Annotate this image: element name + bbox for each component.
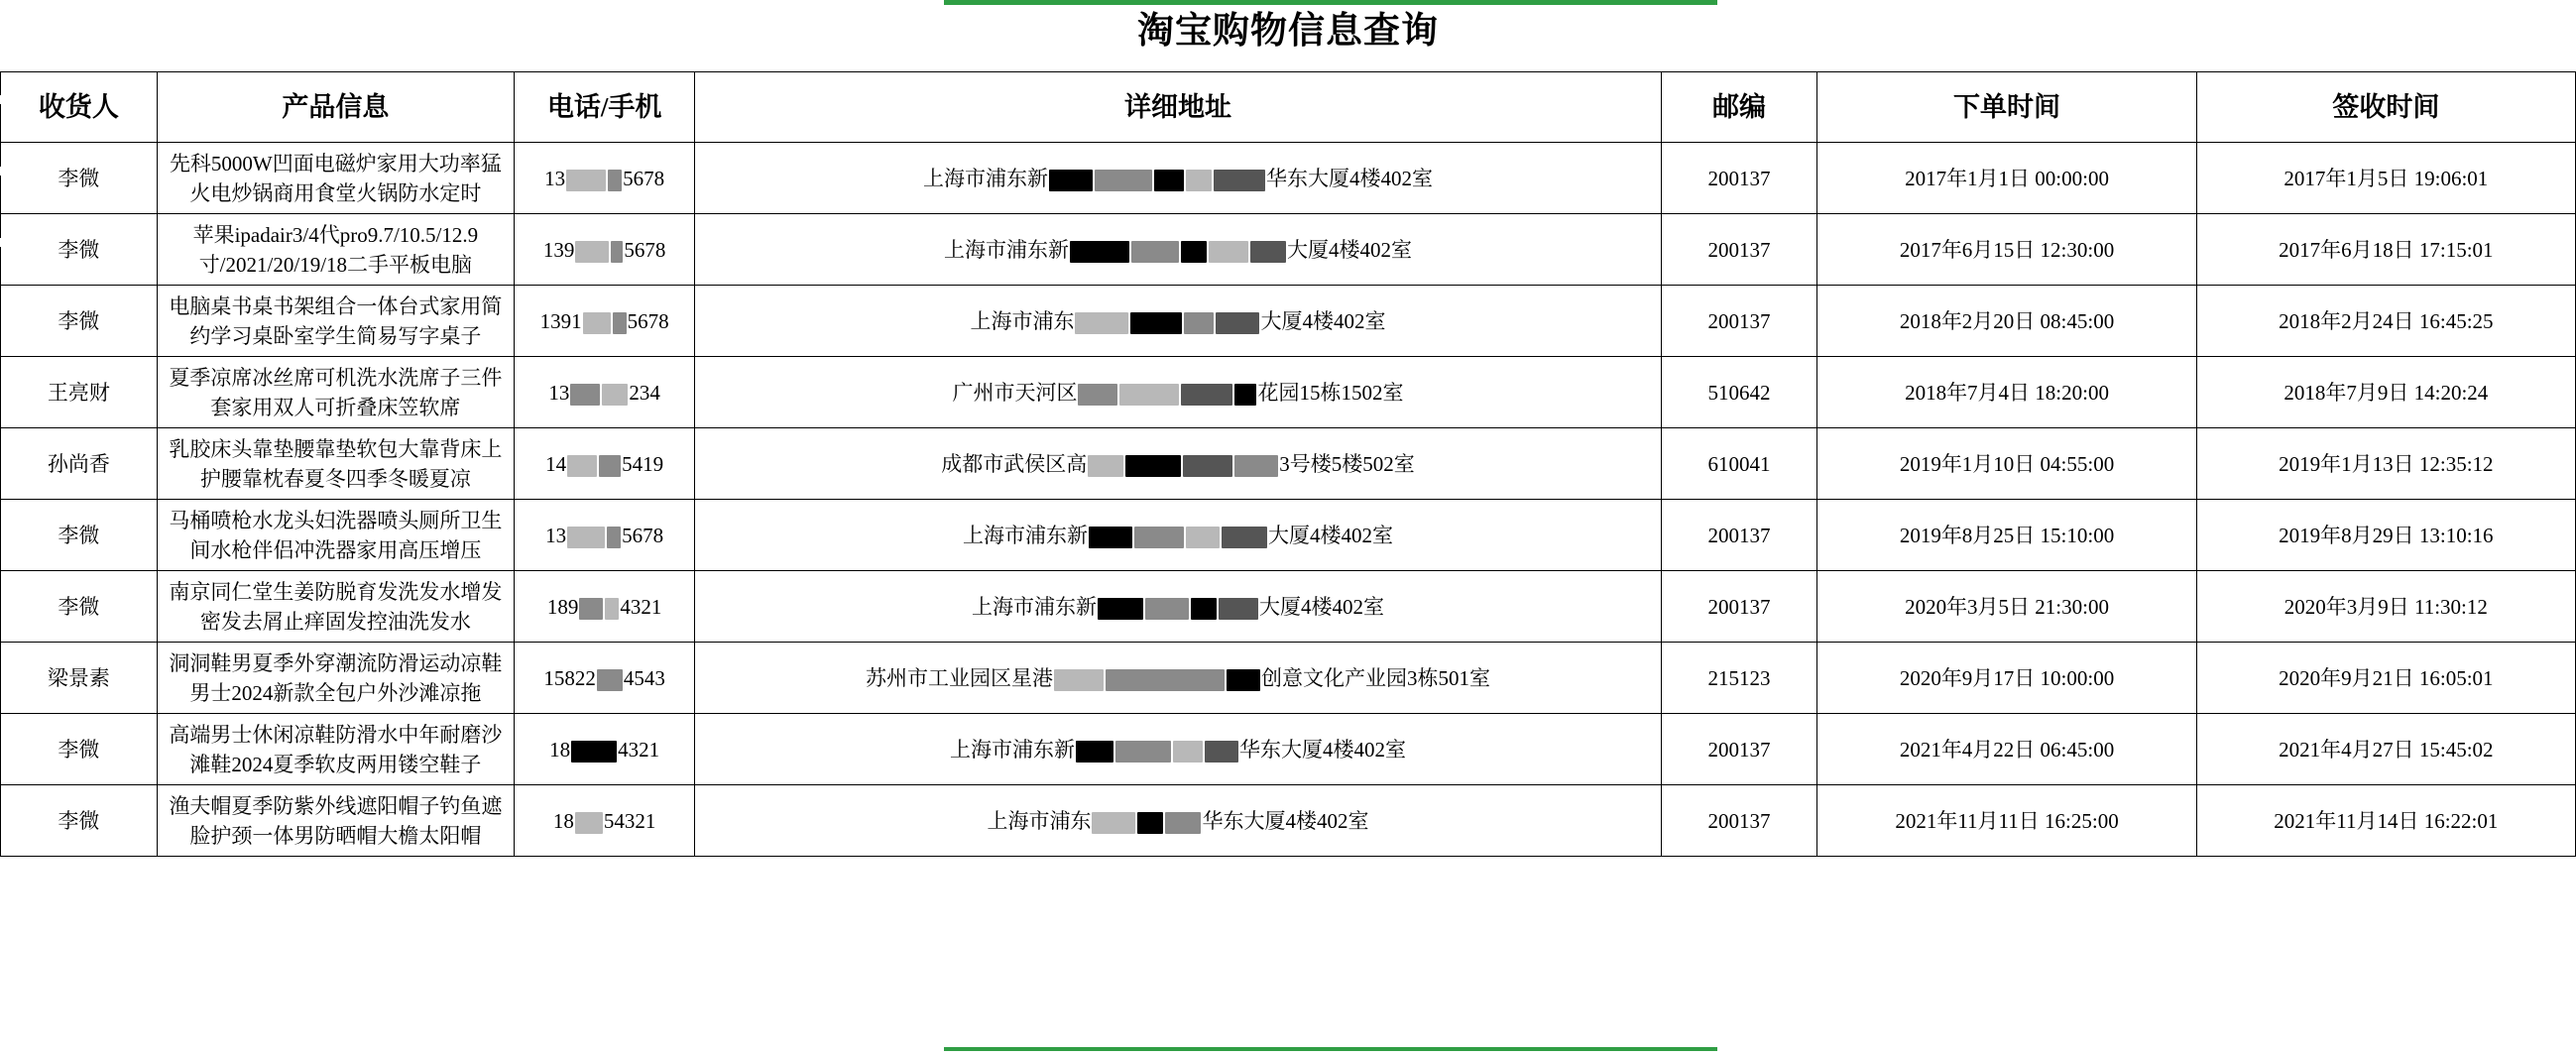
address-suffix: 大厦4楼402室 (1267, 523, 1393, 547)
redaction-block (1234, 455, 1278, 477)
cell-order-time: 2018年2月20日 08:45:00 (1817, 286, 2196, 357)
redaction-block (1125, 455, 1181, 477)
table-body (1, 143, 2576, 857)
redaction-block (571, 741, 617, 763)
address-prefix: 上海市浦东新 (943, 237, 1069, 262)
cell-phone (514, 500, 695, 571)
cell-zip: 200137 (1661, 143, 1817, 214)
phone-suffix: 234 (629, 380, 660, 405)
address-prefix: 成都市武侯区高 (941, 451, 1088, 476)
cell-zip: 200137 (1661, 571, 1817, 643)
cell-product: 夏季凉席冰丝席可机洗水洗席子三件套家用双人可折叠床笠软席 (157, 357, 514, 428)
cell-address (695, 500, 1661, 571)
cell-phone (514, 214, 695, 286)
cell-phone (514, 643, 695, 714)
cell-recipient: 李微 (1, 785, 158, 857)
redaction-block (597, 669, 623, 691)
redaction-block (583, 312, 611, 334)
cell-order-time: 2021年4月22日 06:45:00 (1817, 714, 2196, 785)
top-accent-bar (944, 0, 1717, 5)
redaction-block (566, 170, 606, 191)
cell-phone (514, 785, 695, 857)
cell-order-time: 2019年8月25日 15:10:00 (1817, 500, 2196, 571)
cell-product: 南京同仁堂生姜防脱育发洗发水增发密发去屑止痒固发控油洗发水 (157, 571, 514, 643)
redaction-block (1222, 527, 1267, 548)
address-prefix: 上海市浦东新 (962, 523, 1088, 547)
cell-phone (514, 714, 695, 785)
column-header-order-time: 下单时间 (1817, 72, 2196, 143)
cell-sign-time: 2017年1月5日 19:06:01 (2196, 143, 2575, 214)
cell-sign-time: 2020年9月21日 16:05:01 (2196, 643, 2575, 714)
address-prefix: 上海市浦东新 (971, 594, 1097, 619)
address-suffix: 华东大厦4楼402室 (1202, 808, 1369, 833)
column-header-product: 产品信息 (157, 72, 514, 143)
cell-recipient: 王亮财 (1, 357, 158, 428)
redaction-block (1131, 241, 1179, 263)
phone-prefix: 14 (545, 451, 567, 476)
redaction-block (1209, 241, 1248, 263)
redaction-block (1088, 455, 1123, 477)
cell-address (695, 571, 1661, 643)
redaction-block (607, 527, 621, 548)
redaction-block (1216, 312, 1259, 334)
cell-order-time: 2017年6月15日 12:30:00 (1817, 214, 2196, 286)
cell-sign-time: 2018年2月24日 16:45:25 (2196, 286, 2575, 357)
table-row (1, 357, 2576, 428)
table-row (1, 214, 2576, 286)
address-prefix: 苏州市工业园区星港 (865, 665, 1053, 690)
cell-order-time: 2018年7月4日 18:20:00 (1817, 357, 2196, 428)
cell-sign-time: 2019年1月13日 12:35:12 (2196, 428, 2575, 500)
cell-zip: 200137 (1661, 785, 1817, 857)
redaction-block (613, 312, 627, 334)
column-header-address: 详细地址 (695, 72, 1661, 143)
table-row (1, 643, 2576, 714)
cell-zip: 610041 (1661, 428, 1817, 500)
column-header-sign-time: 签收时间 (2196, 72, 2575, 143)
address-suffix: 华东大厦4楼402室 (1265, 166, 1433, 190)
cell-address (695, 143, 1661, 214)
cell-phone (514, 357, 695, 428)
redaction-block (611, 241, 623, 263)
redaction-block (1214, 170, 1265, 191)
redaction-block (575, 812, 603, 834)
cell-product: 渔夫帽夏季防紫外线遮阳帽子钓鱼遮脸护颈一体男防晒帽大檐太阳帽 (157, 785, 514, 857)
cell-order-time: 2019年1月10日 04:55:00 (1817, 428, 2196, 500)
redaction-block (1078, 384, 1117, 406)
phone-prefix: 189 (546, 594, 579, 619)
redaction-block (1095, 170, 1152, 191)
phone-suffix: 54321 (603, 808, 656, 833)
redaction-block (1054, 669, 1104, 691)
cell-address (695, 714, 1661, 785)
cell-zip: 200137 (1661, 714, 1817, 785)
redaction-block (570, 384, 600, 406)
phone-suffix: 5678 (622, 523, 664, 547)
cell-address (695, 428, 1661, 500)
cell-sign-time: 2021年11月14日 16:22:01 (2196, 785, 2575, 857)
page-title: 淘宝购物信息查询 (1137, 11, 1439, 52)
cell-recipient: 李微 (1, 500, 158, 571)
table-row (1, 714, 2576, 785)
redaction-block (1219, 598, 1258, 620)
redaction-block (1227, 669, 1260, 691)
phone-prefix: 18 (549, 737, 571, 762)
redaction-block (1205, 741, 1238, 763)
redaction-block (1186, 527, 1220, 548)
cell-order-time: 2020年9月17日 10:00:00 (1817, 643, 2196, 714)
address-suffix: 3号楼5楼502室 (1279, 451, 1415, 476)
redaction-block (1089, 527, 1132, 548)
phone-suffix: 5419 (622, 451, 664, 476)
cell-zip: 200137 (1661, 286, 1817, 357)
redaction-block (602, 384, 628, 406)
phone-suffix: 5678 (624, 237, 666, 262)
redaction-block (1075, 312, 1128, 334)
redaction-block (579, 598, 603, 620)
redaction-block (1191, 598, 1217, 620)
bottom-accent-bar (944, 1047, 1717, 1051)
phone-prefix: 13 (548, 380, 570, 405)
cell-product: 高端男士休闲凉鞋防滑水中年耐磨沙滩鞋2024夏季软皮两用镂空鞋子 (157, 714, 514, 785)
cell-recipient: 李微 (1, 286, 158, 357)
cell-phone (514, 571, 695, 643)
address-suffix: 大厦4楼402室 (1258, 594, 1384, 619)
cell-recipient: 李微 (1, 143, 158, 214)
redaction-block (1115, 741, 1171, 763)
cell-sign-time: 2020年3月9日 11:30:12 (2196, 571, 2575, 643)
redaction-block (599, 455, 621, 477)
redaction-block (1234, 384, 1256, 406)
phone-suffix: 4543 (623, 665, 665, 690)
corner-notch (0, 95, 9, 104)
phone-prefix: 13 (544, 166, 566, 190)
cell-recipient: 李微 (1, 714, 158, 785)
cell-zip: 215123 (1661, 643, 1817, 714)
redaction-block (1181, 384, 1232, 406)
redaction-block (1173, 741, 1203, 763)
cell-product: 马桶喷枪水龙头妇洗器喷头厕所卫生间水枪伴侣冲洗器家用高压增压 (157, 500, 514, 571)
phone-prefix: 13 (545, 523, 567, 547)
redaction-block (1137, 812, 1163, 834)
cell-product: 乳胶床头靠垫腰靠垫软包大靠背床上护腰靠枕春夏冬四季冬暖夏凉 (157, 428, 514, 500)
cell-product: 先科5000W凹面电磁炉家用大功率猛火电炒锅商用食堂火锅防水定时 (157, 143, 514, 214)
table-header-row (1, 72, 2576, 143)
cell-zip: 200137 (1661, 214, 1817, 286)
cell-recipient: 李微 (1, 214, 158, 286)
cell-zip: 200137 (1661, 500, 1817, 571)
address-prefix: 上海市浦东 (987, 808, 1092, 833)
address-prefix: 上海市浦东 (970, 308, 1075, 333)
redaction-block (575, 241, 609, 263)
cell-sign-time: 2019年8月29日 13:10:16 (2196, 500, 2575, 571)
cell-recipient: 梁景素 (1, 643, 158, 714)
address-suffix: 创意文化产业园3栋501室 (1260, 665, 1490, 690)
cell-phone (514, 428, 695, 500)
cell-product: 电脑桌书桌书架组合一体台式家用简约学习桌卧室学生简易写字桌子 (157, 286, 514, 357)
cell-address (695, 643, 1661, 714)
cell-zip: 510642 (1661, 357, 1817, 428)
cell-product: 苹果ipadair3/4代pro9.7/10.5/12.9寸/2021/20/19/18二手平板电脑 (157, 214, 514, 286)
redaction-block (1076, 741, 1113, 763)
cell-recipient: 李微 (1, 571, 158, 643)
cell-address (695, 286, 1661, 357)
phone-prefix: 18 (552, 808, 574, 833)
redaction-block (608, 170, 622, 191)
cell-recipient: 孙尚香 (1, 428, 158, 500)
column-header-zip: 邮编 (1661, 72, 1817, 143)
cell-address (695, 785, 1661, 857)
redaction-block (1154, 170, 1184, 191)
address-suffix: 华东大厦4楼402室 (1238, 737, 1406, 762)
redaction-block (605, 598, 619, 620)
redaction-block (1183, 455, 1232, 477)
phone-suffix: 4321 (618, 737, 660, 762)
redaction-block (1119, 384, 1179, 406)
cell-order-time: 2020年3月5日 21:30:00 (1817, 571, 2196, 643)
redaction-block (1049, 170, 1093, 191)
address-suffix: 大厦4楼402室 (1286, 237, 1412, 262)
address-prefix: 上海市浦东新 (949, 737, 1075, 762)
redaction-block (1070, 241, 1129, 263)
phone-prefix: 139 (542, 237, 575, 262)
table-row (1, 500, 2576, 571)
table-row (1, 286, 2576, 357)
redaction-block (1130, 312, 1182, 334)
redaction-block (1134, 527, 1184, 548)
redaction-block (1250, 241, 1286, 263)
corner-notch (0, 167, 9, 176)
address-suffix: 大厦4楼402室 (1260, 308, 1386, 333)
phone-prefix: 1391 (539, 308, 582, 333)
cell-sign-time: 2021年4月27日 15:45:02 (2196, 714, 2575, 785)
column-header-recipient: 收货人 (1, 72, 158, 143)
redaction-block (567, 527, 605, 548)
cell-order-time: 2021年11月11日 16:25:00 (1817, 785, 2196, 857)
corner-notch (0, 238, 9, 247)
redaction-block (1181, 241, 1207, 263)
redaction-block (1098, 598, 1143, 620)
phone-suffix: 4321 (620, 594, 662, 619)
redaction-block (567, 455, 597, 477)
column-header-phone: 电话/手机 (514, 72, 695, 143)
phone-suffix: 5678 (627, 308, 669, 333)
redaction-block (1092, 812, 1135, 834)
cell-phone (514, 143, 695, 214)
phone-suffix: 5678 (623, 166, 665, 190)
redaction-block (1106, 669, 1225, 691)
cell-sign-time: 2018年7月9日 14:20:24 (2196, 357, 2575, 428)
redaction-block (1145, 598, 1189, 620)
redaction-block (1165, 812, 1201, 834)
cell-order-time: 2017年1月1日 00:00:00 (1817, 143, 2196, 214)
address-suffix: 花园15栋1502室 (1257, 380, 1404, 405)
table-row (1, 785, 2576, 857)
table-row (1, 428, 2576, 500)
address-prefix: 广州市天河区 (952, 380, 1078, 405)
table-row (1, 571, 2576, 643)
address-prefix: 上海市浦东新 (922, 166, 1048, 190)
table-row (1, 143, 2576, 214)
cell-phone (514, 286, 695, 357)
cell-address (695, 357, 1661, 428)
redaction-block (1186, 170, 1212, 191)
phone-prefix: 15822 (543, 665, 596, 690)
purchase-info-table (0, 71, 2576, 857)
cell-sign-time: 2017年6月18日 17:15:01 (2196, 214, 2575, 286)
cell-product: 洞洞鞋男夏季外穿潮流防滑运动凉鞋男士2024新款全包户外沙滩凉拖 (157, 643, 514, 714)
redaction-block (1184, 312, 1214, 334)
cell-address (695, 214, 1661, 286)
